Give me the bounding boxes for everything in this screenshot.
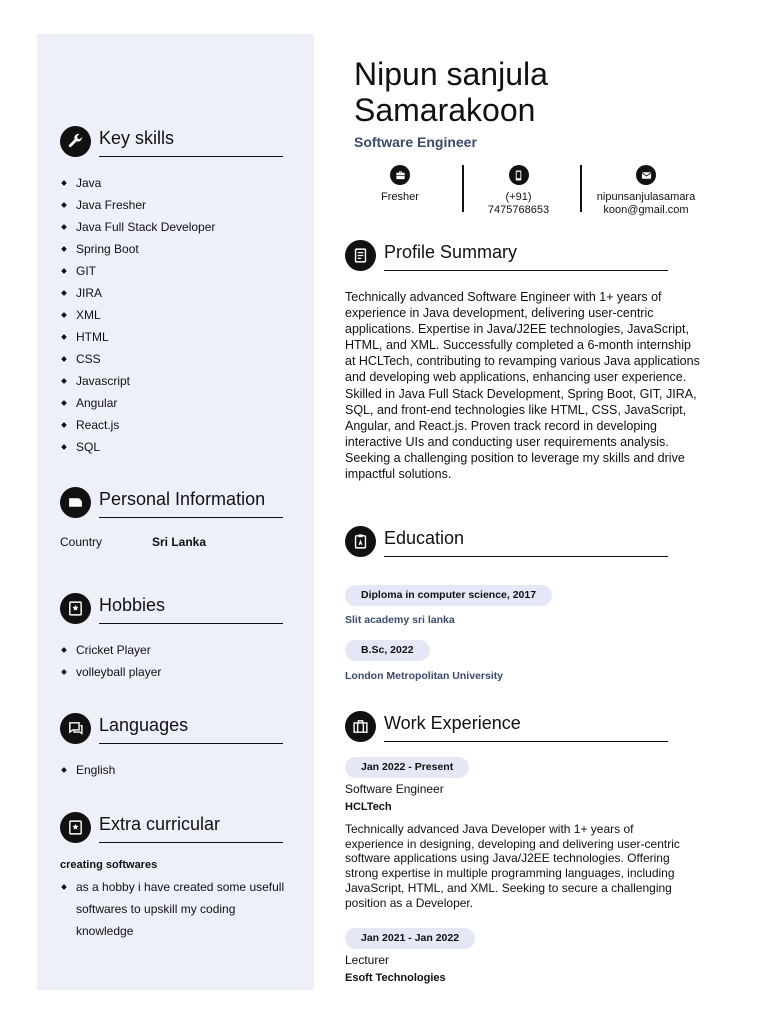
email-line-1: nipunsanjulasamara <box>596 191 696 203</box>
extra-curricular-list <box>60 876 292 942</box>
key-skills-header <box>60 125 283 157</box>
extra-curricular-header <box>60 811 283 843</box>
list-item: XML <box>60 304 295 326</box>
personal-info-header <box>60 486 283 518</box>
profile-summary-text: Technically advanced Software Engineer with 1+ years of experience in Java development, delivering user-centric applications. Expertise in Java/J2EE technologies, JavaScript, HTML, and XML. Successfully completed a 6-month internship at HCLTech, contributing to revamping various Java applications and developing web applications, enhancing user experience. Skilled in Java Full Stack Development, Spring Boot, GIT, JIRA, SQL, and front-end technologies like HTML, CSS, JavaScript, Angular, and React.js. Proven track record in developing interactive UIs and conducting user requirements analysis. Seeking a challenging position to leverage my skills and drive impactful solutions. <box>345 290 700 482</box>
document-icon <box>345 240 376 271</box>
name-line-2: Samarakoon <box>354 92 536 128</box>
languages-title: Languages <box>99 715 283 744</box>
list-item: HTML <box>60 326 295 348</box>
job-company: Esoft Technologies <box>345 972 446 984</box>
briefcase-icon <box>345 711 376 742</box>
status-text: Fresher <box>381 191 419 203</box>
list-item: Cricket Player <box>60 639 295 661</box>
work-period-pill: Jan 2022 - Present <box>345 757 469 778</box>
job-title: Software Engineer <box>345 782 444 796</box>
list-item: React.js <box>60 414 295 436</box>
email-line-2: koon@gmail.com <box>603 204 689 216</box>
list-item: Angular <box>60 392 295 414</box>
list-item: JIRA <box>60 282 295 304</box>
work-experience-header <box>345 711 668 742</box>
job-title: Lecturer <box>345 953 390 967</box>
list-item: SQL <box>60 436 295 458</box>
bookmark-star-icon <box>60 812 91 843</box>
list-item: Spring Boot <box>60 238 295 260</box>
languages-list <box>60 759 295 781</box>
education-title: Education <box>384 528 668 557</box>
education-header <box>345 526 668 557</box>
country-value: Sri Lanka <box>152 535 207 549</box>
list-item: Javascript <box>60 370 295 392</box>
extra-curricular-heading: creating softwares <box>60 859 158 871</box>
job-company: HCLTech <box>345 801 392 813</box>
country-label: Country <box>60 535 103 549</box>
phone-contact <box>481 165 556 217</box>
list-item: English <box>60 759 295 781</box>
briefcase-icon <box>390 165 410 185</box>
work-experience-title: Work Experience <box>384 713 668 742</box>
extra-curricular-title: Extra curricular <box>99 814 283 843</box>
phone-line-2: 7475768653 <box>487 204 550 216</box>
education-degree-pill: B.Sc, 2022 <box>345 640 430 661</box>
id-card-icon <box>60 487 91 518</box>
list-item: GIT <box>60 260 295 282</box>
candidate-name <box>354 56 684 128</box>
profile-summary-title: Profile Summary <box>384 242 668 271</box>
name-line-1: Nipun sanjula <box>354 56 548 92</box>
list-item: Java Full Stack Developer <box>60 216 295 238</box>
email-contact <box>588 165 704 217</box>
languages-header <box>60 712 283 744</box>
work-period-pill: Jan 2021 - Jan 2022 <box>345 928 475 949</box>
role-title: Software Engineer <box>354 134 477 150</box>
education-degree-pill: Diploma in computer science, 2017 <box>345 585 552 606</box>
profile-summary-header <box>345 240 668 271</box>
hobbies-list <box>60 639 295 683</box>
education-school: Slit academy sri lanka <box>345 614 455 626</box>
list-item: volleyball player <box>60 661 295 683</box>
personal-info-title: Personal Information <box>99 489 283 518</box>
job-description: Technically advanced Java Developer with 1+ years of experience in designing, developing and delivering user-centric software applications using Java/J2EE technologies. Offering strong expertise in multiple programming languages, including JavaScript, HTML, and XML. Seeking to secure a challenging position as a Developer. <box>345 822 680 910</box>
contact-divider <box>462 165 464 212</box>
phone-icon <box>509 165 529 185</box>
key-skills-title: Key skills <box>99 128 283 157</box>
list-item: as a hobby i have created some usefull softwares to upskill my coding knowledge <box>60 876 292 942</box>
list-item: CSS <box>60 348 295 370</box>
key-skills-list <box>60 172 295 458</box>
certificate-icon <box>345 526 376 557</box>
country-row <box>60 535 206 549</box>
list-item: Java <box>60 172 295 194</box>
bookmark-star-icon <box>60 593 91 624</box>
hobbies-header <box>60 592 283 624</box>
list-item: Java Fresher <box>60 194 295 216</box>
education-school: London Metropolitan University <box>345 670 504 682</box>
status-contact <box>370 165 430 204</box>
phone-line-1: (+91) <box>505 191 532 203</box>
chat-icon <box>60 713 91 744</box>
contact-divider <box>580 165 582 212</box>
mail-icon <box>636 165 656 185</box>
wrench-icon <box>60 126 91 157</box>
hobbies-title: Hobbies <box>99 595 283 624</box>
